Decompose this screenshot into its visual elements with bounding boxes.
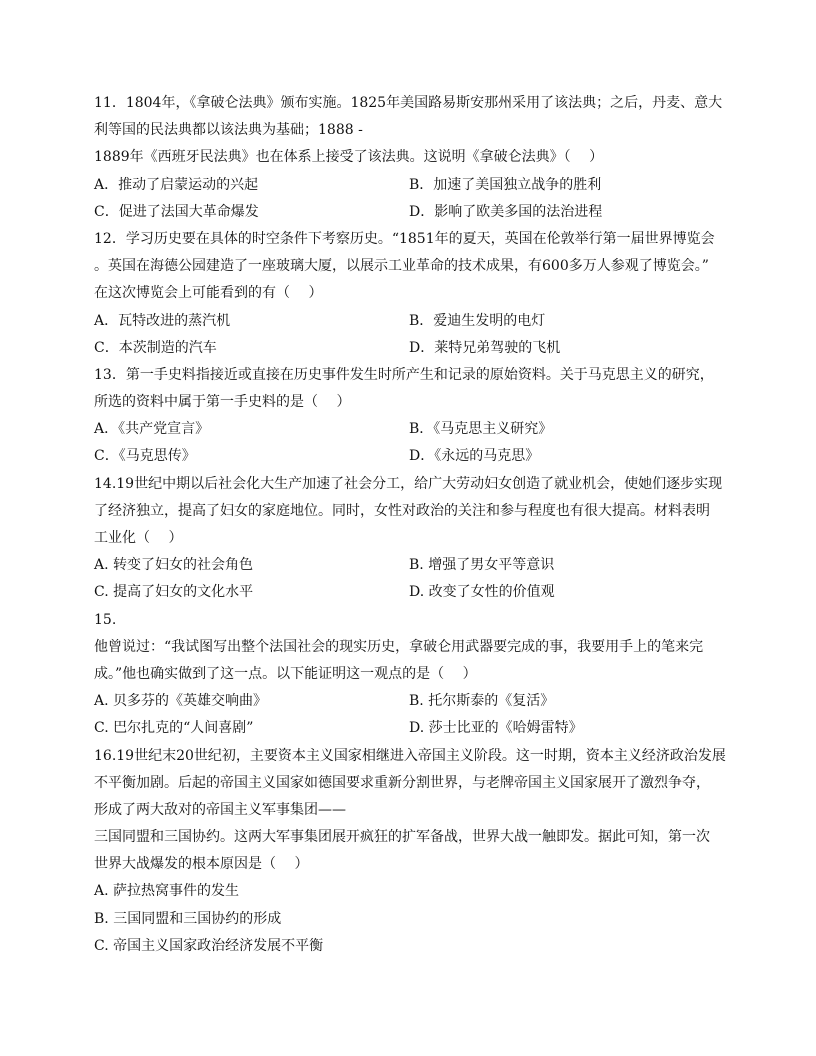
question-text-line: 不平衡加剧。后起的帝国主义国家如德国要求重新分割世界，与老牌帝国主义国家展开了激烈争夺，: [94, 774, 710, 791]
question-text-line: 在这次博览会上可能看到的有（ ）: [94, 285, 323, 302]
option-row: [94, 199, 724, 226]
question-text-line: 成。”他也确实做到了这一点。以下能证明这一观点的是（ ）: [94, 665, 477, 682]
option-c: C．本茨制造的汽车: [94, 339, 217, 356]
option-c: C. 巴尔扎克的“人间喜剧”: [94, 720, 254, 737]
option-d: D．《永远的马克思》: [409, 448, 540, 465]
question-text-line: 所选的资料中属于第一手史料的是（ ）: [94, 394, 351, 411]
option-b: B. 三国同盟和三国协约的形成: [94, 910, 282, 927]
question-12: [94, 226, 724, 362]
option-d: D．莱特兄弟驾驶的飞机: [409, 339, 561, 356]
question-text-line: 工业化（ ）: [94, 530, 183, 546]
question-text-line: 形成了两大敌对的帝国主义军事集团——: [94, 801, 346, 818]
question-text-line: 。英国在海德公园建造了一座玻璃大厦，以展示工业革命的技术成果，有600多万人参观了博览会。”: [94, 258, 709, 275]
option-a: A．推动了启蒙运动的兴起: [94, 176, 259, 193]
question-text-line: 世界大战爆发的根本原因是（ ）: [94, 856, 309, 873]
question-text-line: 12．学习历史要在具体的时空条件下考察历史。“1851年的夏天，英国在伦敦举行第一届世界博览会: [94, 230, 715, 247]
option-a: A．瓦特改进的蒸汽机: [94, 312, 231, 329]
option-a: A．《共产党宣言》: [94, 421, 210, 438]
option-row: [94, 688, 724, 715]
option-row: [94, 579, 724, 606]
question-15: [94, 607, 724, 743]
option-c: C. 提高了妇女的文化水平: [94, 584, 254, 601]
option-b: B．爱迪生发明的电灯: [409, 312, 546, 329]
option-a: A. 转变了妇女的社会角色: [94, 557, 254, 574]
question-text-line: 16.19世纪末20世纪初，主要资本主义国家相继进入帝国主义阶段。这一时期，资本主义经济政治发展: [94, 747, 726, 764]
option-a: A. 萨拉热窝事件的发生: [94, 883, 240, 900]
question-text-line: 11．1804年，《拿破仑法典》颁布实施。1825年美国路易斯安那州采用了该法典；之后，丹麦、意大: [94, 95, 723, 111]
option-d: D．影响了欧美多国的法治进程: [409, 203, 603, 220]
question-text-line: 13．第一手史料指接近或直接在历史事件发生时所产生和记录的原始资料。关于马克思主义的研究，: [94, 366, 714, 383]
option-row: [94, 552, 724, 579]
question-text-line: 三国同盟和三国协约。这两大军事集团展开疯狂的扩军备战，世界大战一触即发。据此可知，第一次: [94, 829, 710, 846]
option-c: C. 帝国主义国家政治经济发展不平衡: [94, 937, 324, 954]
option-a: A. 贝多芬的《英雄交响曲》: [94, 693, 268, 710]
question-text-line: 14.19世纪中期以后社会化大生产加速了社会分工，给广大劳动妇女创造了就业机会，使她们逐步实现: [94, 475, 723, 492]
option-row: [94, 443, 724, 470]
option-d: D. 改变了女性的价值观: [409, 584, 555, 601]
question-16: [94, 743, 724, 961]
option-row: [94, 172, 724, 199]
option-b: B．《马克思主义研究》: [409, 421, 553, 438]
question-13: [94, 362, 724, 471]
question-text-line: 利等国的民法典都以该法典为基础；1888 -: [94, 122, 363, 139]
option-row: [94, 715, 724, 742]
question-14: [94, 471, 724, 607]
option-row: [94, 416, 724, 443]
exam-page: [94, 90, 724, 960]
option-b: B. 托尔斯泰的《复活》: [409, 693, 555, 710]
option-b: B．加速了美国独立战争的胜利: [409, 176, 602, 193]
question-text-line: 1889年《西班牙民法典》也在体系上接受了该法典。这说明《拿破仑法典》（ ）: [94, 149, 604, 166]
question-text-line: 他曾说过：“我试图写出整个法国社会的现实历史，拿破仑用武器要完成的事，我要用手上的笔来完: [94, 638, 704, 655]
question-number: 15.: [94, 611, 117, 628]
option-d: D. 莎士比亚的《哈姆雷特》: [409, 720, 583, 737]
option-row: [94, 308, 724, 335]
question-text-line: 了经济独立，提高了妇女的家庭地位。同时，女性对政治的关注和参与程度也有很大提高。材料表明: [94, 502, 710, 519]
option-c: C．《马克思传》: [94, 448, 196, 465]
option-c: C．促进了法国大革命爆发: [94, 203, 259, 220]
option-row: [94, 335, 724, 362]
question-11: [94, 90, 724, 226]
option-b: B. 增强了男女平等意识: [409, 557, 555, 574]
